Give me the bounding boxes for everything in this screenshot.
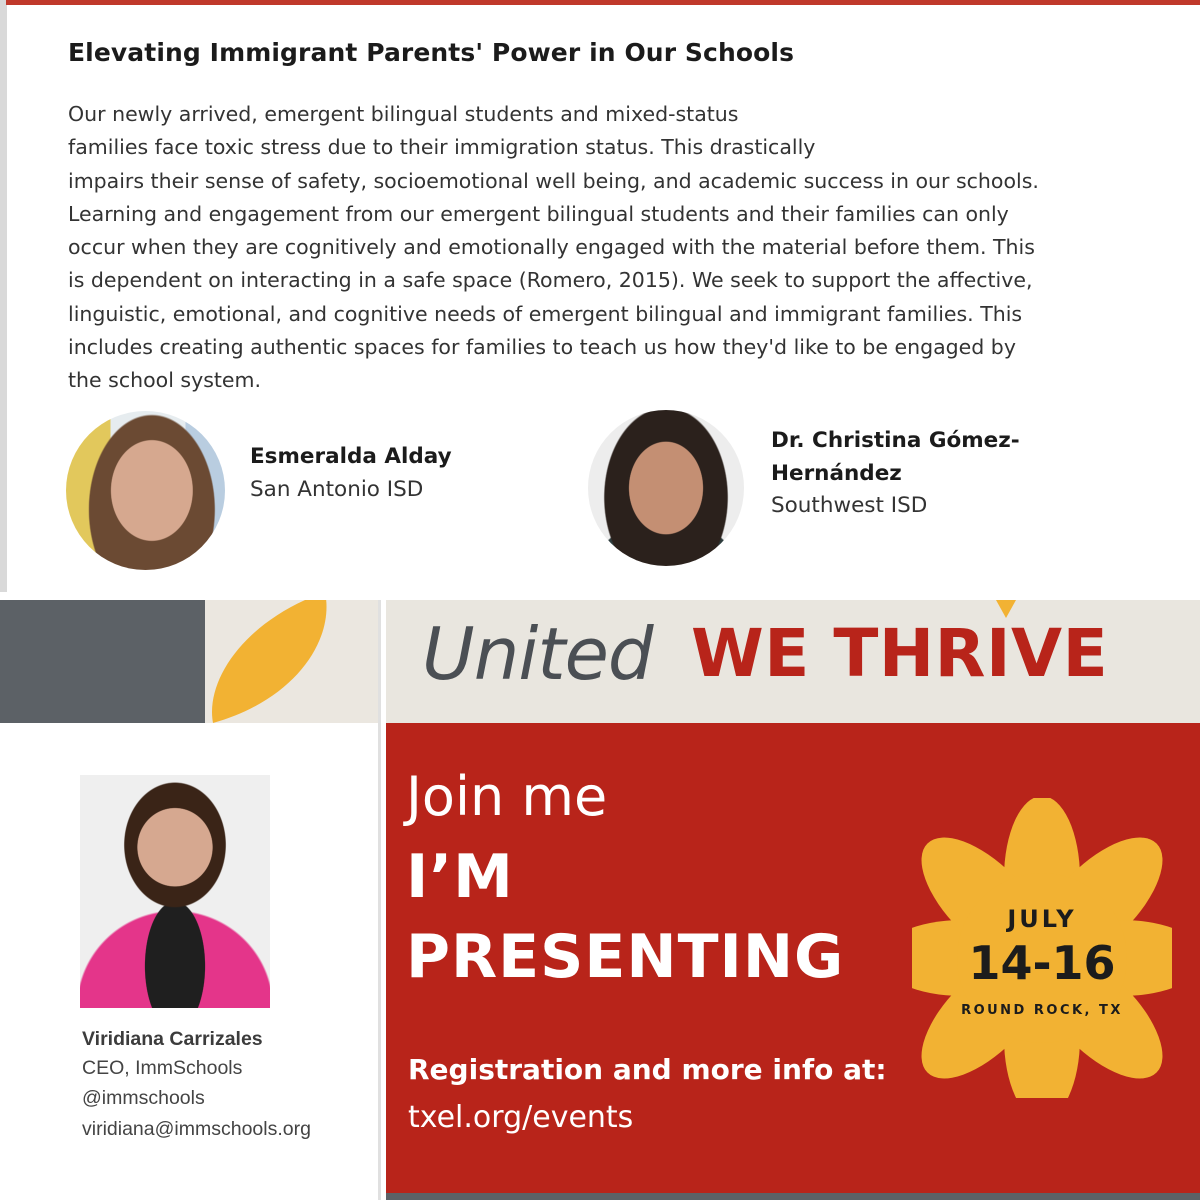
poster-bottom-border bbox=[386, 1193, 1200, 1200]
description-line: includes creating authentic spaces for families to teach us how they'd like to be engaged by bbox=[68, 335, 1016, 360]
event-days: 14-16 bbox=[968, 936, 1116, 990]
poster-headline-band bbox=[386, 600, 1200, 723]
card-header-cream bbox=[205, 600, 381, 723]
headline-united: United bbox=[422, 612, 653, 696]
speaker-avatar-christina bbox=[588, 410, 744, 566]
card-header-gray bbox=[0, 600, 205, 723]
speaker-name: Esmeralda Alday bbox=[250, 444, 452, 469]
im-text: I’M bbox=[406, 842, 514, 912]
presenter-role: CEO, ImmSchools bbox=[82, 1057, 243, 1079]
presenter-name: Viridiana Carrizales bbox=[82, 1028, 263, 1050]
event-url[interactable]: txel.org/events bbox=[408, 1100, 634, 1135]
leaf-icon bbox=[205, 600, 381, 723]
speaker-name: Dr. Christina Gómez- bbox=[771, 428, 1020, 453]
card-divider bbox=[378, 600, 381, 1200]
panel-top-accent bbox=[6, 0, 1200, 5]
description-line: is dependent on interacting in a safe space (Romero, 2015). We seek to support the affective, bbox=[68, 268, 1033, 293]
description-line: the school system. bbox=[68, 368, 262, 393]
description-line: Learning and engagement from our emergent bilingual students and their families can only bbox=[68, 201, 1009, 226]
presenter-photo bbox=[80, 775, 270, 1008]
description-line: Our newly arrived, emergent bilingual students and mixed-status bbox=[68, 102, 739, 126]
speaker-name-continued: Hernández bbox=[771, 461, 902, 486]
speaker-org: Southwest ISD bbox=[771, 493, 928, 518]
event-month: JULY bbox=[1007, 905, 1077, 933]
registration-text: Registration and more info at: bbox=[408, 1053, 887, 1086]
description-line: impairs their sense of safety, socioemotional well being, and academic success in our schools. bbox=[68, 168, 1039, 193]
session-description bbox=[68, 98, 1178, 398]
description-line: families face toxic stress due to their immigration status. This drastically bbox=[68, 135, 816, 160]
headline-we-thrive: WE THRIVE bbox=[691, 615, 1109, 692]
presenter-handle: @immschools bbox=[82, 1087, 205, 1109]
event-location: ROUND ROCK, TX bbox=[961, 1003, 1123, 1018]
presenter-email: viridiana@immschools.org bbox=[82, 1118, 311, 1140]
description-line: occur when they are cognitively and emotionally engaged with the material before them. This bbox=[68, 235, 1035, 260]
panel-left-border bbox=[0, 0, 7, 592]
speaker-avatar-esmeralda bbox=[66, 411, 225, 570]
speaker-org: San Antonio ISD bbox=[250, 477, 424, 502]
event-poster bbox=[386, 600, 1200, 1200]
presenting-text: PRESENTING bbox=[406, 922, 845, 992]
session-title: Elevating Immigrant Parents' Power in Our Schools bbox=[68, 38, 795, 67]
presenter-card bbox=[0, 600, 381, 1200]
description-line: linguistic, emotional, and cognitive needs of emergent bilingual and immigrant families. This bbox=[68, 301, 1023, 326]
join-me-text: Join me bbox=[406, 765, 608, 828]
